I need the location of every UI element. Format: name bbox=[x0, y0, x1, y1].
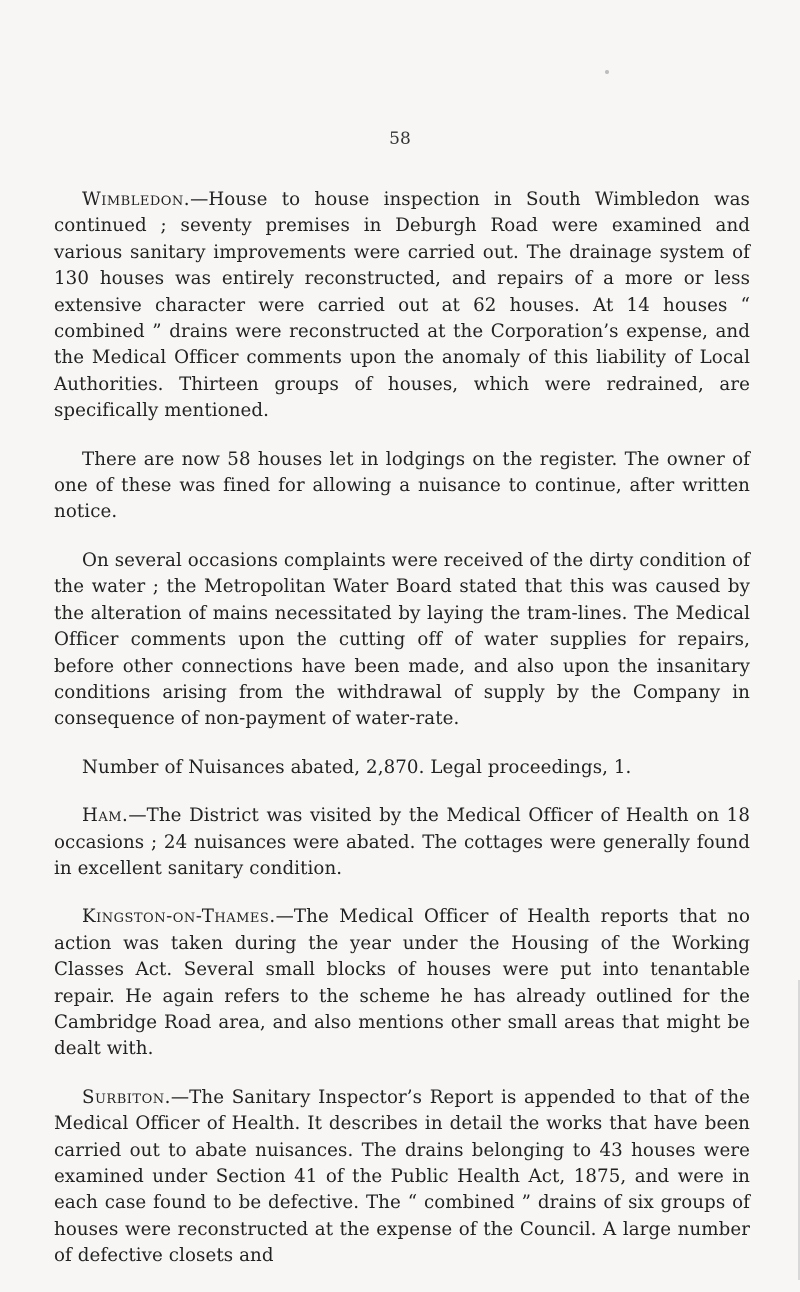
section-heading: Kingston-on-Thames. bbox=[82, 906, 276, 928]
paragraph-text: —The District was visited by the Medical Officer of Health on 18 occasions ; 24 nuisances were abated. The cottages were generally found in excellent sanitary condition. bbox=[54, 805, 750, 879]
paragraph-text: On several occasions complaints were received of the dirty condition of the water ; the Metropolitan Water Board stated that this was caused by the alteration of mains necessitated by laying the tram-lines. The Medical Officer comments upon the cutting off of water supplies for repairs, before other connections have been made, and also upon the insanitary conditions arising from the withdrawal of supply by the Company in consequence of non-payment of water-rate. bbox=[54, 549, 750, 730]
section-heading: Wimbledon. bbox=[82, 189, 191, 210]
paragraph-surbiton bbox=[54, 1085, 750, 1270]
paragraph-lodgings bbox=[54, 447, 750, 526]
paragraph-text: —The Sanitary Inspector’s Report is appended to that of the Medical Officer of Health. It describes in detail the works that have been carried out to abate nuisances. The drains belonging to 43 houses were examined under Section 41 of the Public Health Act, 1875, and were in each case found to be defective. The “ combined ” drains of six groups of houses were reconstructed at the expense of the Council. A large number of defective closets and bbox=[54, 1086, 750, 1267]
body-text bbox=[54, 187, 750, 1292]
paragraph-text: —The Medical Officer of Health reports that no action was taken during the year under the Housing of the Working Classes Act. Several small blocks of houses were put into tenantable repair. He again refers to the scheme he has already outlined for the Cambridge Road area, and also mentions other small areas that might be dealt with. bbox=[54, 906, 750, 1060]
paragraph-ham bbox=[54, 803, 750, 882]
paragraph-kingston bbox=[54, 904, 750, 1062]
paragraph-wimbledon bbox=[54, 187, 750, 425]
section-heading: Surbiton. bbox=[82, 1086, 171, 1108]
section-heading: Ham. bbox=[82, 805, 129, 827]
paragraph-text: —House to house inspection in South Wimbledon was continued ; seventy premises in Deburgh Road were examined and various sanitary improvements were carried out. The drainage system of 130 houses was entirely reconstructed, and repairs of a more or less extensive character were carried out at 62 houses. At 14 houses “ combined ” drains were reconstructed at the Corporation’s expense, and the Medical Officer comments upon the anomaly of this liability of Local Authorities. Thirteen groups of houses, which were redrained, are specifically mentioned. bbox=[54, 189, 750, 422]
paragraph-water bbox=[54, 548, 750, 733]
paragraph-text: There are now 58 houses let in lodgings on the register. The owner of one of these was fined for allowing a nuisance to continue, after written notice. bbox=[54, 448, 750, 523]
paragraph-text: Number of Nuisances abated, 2,870. Legal proceedings, 1. bbox=[82, 756, 632, 778]
page-number: 58 bbox=[389, 129, 411, 149]
scan-speck bbox=[605, 70, 609, 74]
paragraph-nuisances bbox=[54, 755, 750, 781]
